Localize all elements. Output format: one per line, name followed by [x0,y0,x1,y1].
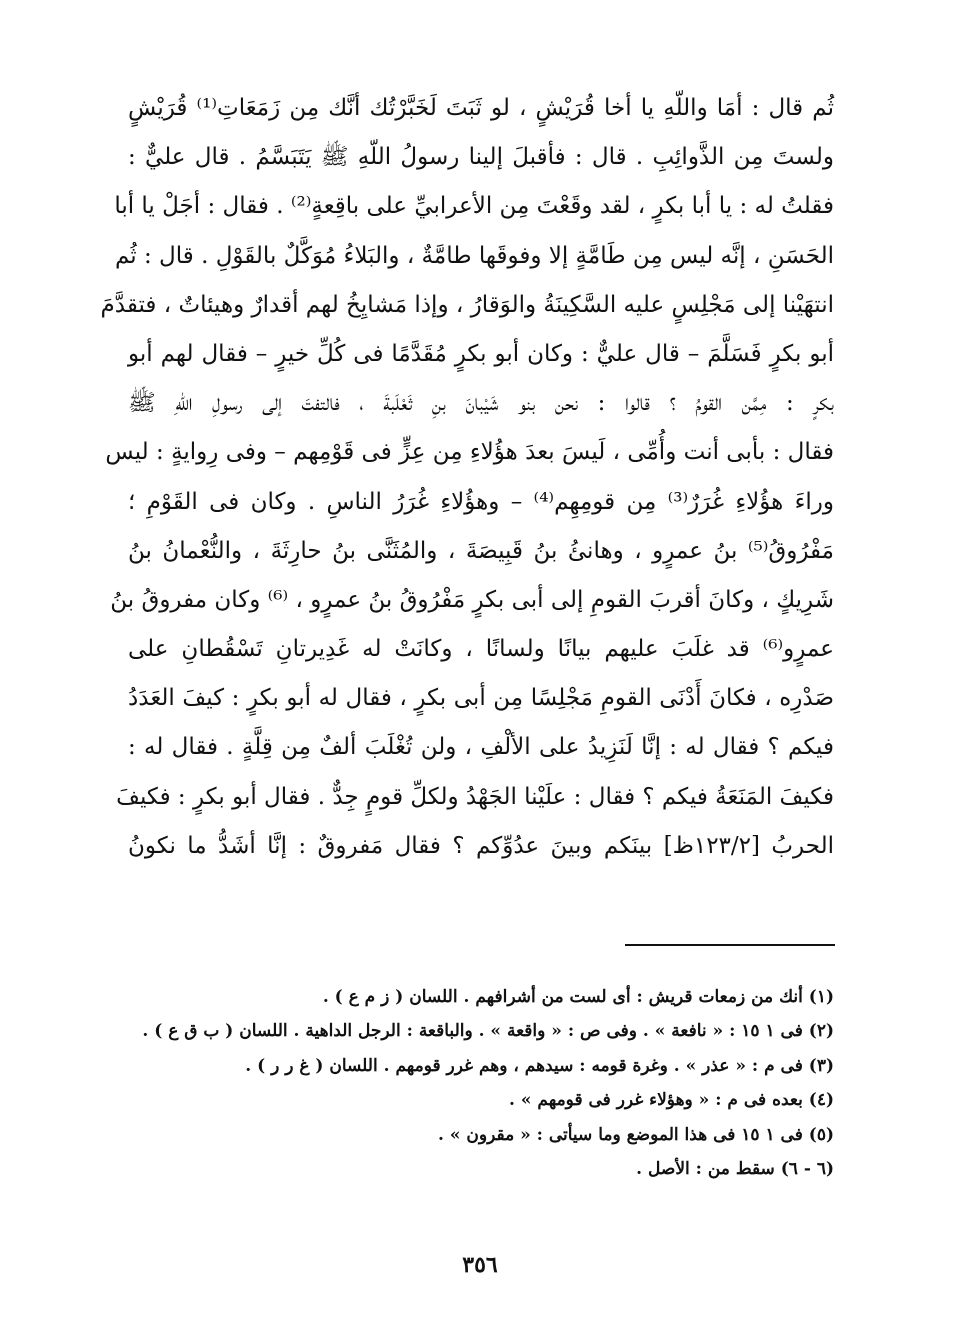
footnote-2: (٢) فى ١ ١٥ : « نافعة » . وفى ص : « واقعة » . والباقعة : الرجل الداهية . اللسان ( ب ق ع ) . [142,1021,834,1042]
footnote-divider [625,944,835,946]
text-line: عمرٍو⁽⁶⁾ قد غلَبَ عليهم بيانًا ولسانًا ، وكانَتْ له غَدِيرتانِ تَسْقُطانِ على [128,636,834,663]
text-line: بكرٍ : مِمَّن القومُ ؟ قالوا : نحن بنو شَيْبانَ بنِ ثَعْلَبةَ ، فالتفتَ إلى رسولِ اللّهِ ﷺ [128,390,834,417]
text-line: فكيفَ المَنَعَةُ فيكم ؟ فقال : علَيْنا الجَهْدُ ولكلِّ قومٍ جِدٌّ . فقال أبو بكرٍ : فكيفَ [116,783,834,810]
text-line: الحَسَنِ ، إنَّه ليس مِن طَامَّةٍ إلا وفوقَها طامَّةٌ ، والبَلاءُ مُوَكَّلٌ بالقَوْلِ . قال : ثُم [114,242,834,269]
footnote-6: (٦ - ٦) سقط من : الأصل . [636,1158,834,1179]
text-line: وراءَ هؤُلاءِ غُرَرٌ⁽³⁾ مِن قومِهِم⁽⁴⁾ – وهؤُلاءِ غُرَرُ الناسِ . وكان فى القَوْمِ ؛ [128,488,834,515]
text-line: انتهَيْنا إلى مَجْلِسٍ عليه السَّكِينَةُ والوَقارُ ، وإذا مَشايِخُ لهم أقدارٌ وهيئاتٌ ، فتقدَّمَ [100,291,834,318]
footnote-5: (٥) فى ١ ١٥ فى هذا الموضع وما سيأتى : « مقرون » . [438,1124,834,1145]
text-line: ولستَ مِن الذَّوائِبِ . قال : فأقبلَ إلينا رسولُ اللّهِ ﷺ يَتَبَسَّمُ . قال عليٌّ : [128,144,834,171]
footnote-1: (١) أنك من زمعات قريش : أى لست من أشرافهم . اللسان ( ز م ع ) . [322,987,834,1007]
text-line: فيكم ؟ فقال له : إنَّا لَنَزِيدُ على الألْفِ ، ولن تُغْلَبَ ألفٌ مِن قِلَّةٍ . فقال له : [128,734,834,761]
text-line: أبو بكرٍ فَسَلَّمَ – قال عليٌّ : وكان أبو بكرٍ مُقَدَّمًا فى كُلِّ خيرٍ – فقال لهم أبو [128,340,834,367]
text-line: فقال : بأبى أنت وأُمِّى ، لَيسَ بعدَ هؤُلاءِ مِن عِزٍّ فى قَوْمِهم – وفى رِوايةٍ : ليس [105,439,834,466]
text-line: مَفْرُوقُ⁽⁵⁾ بنُ عمرٍو ، وهانئُ بنُ قَبِيصَةَ ، والمُثَنَّى بنُ حارِثَةَ ، والنُّعْمانُ بنُ [128,537,834,564]
footnotes [140,980,834,1186]
text-line: شَرِيكٍ ، وكانَ أقربَ القومِ إلى أبى بكرٍ مَفْرُوقُ بنُ عمرٍو ، ⁽⁶⁾ وكان مفروقُ بنُ [110,586,834,613]
text-line: فقلتُ له : يا أبا بكرٍ ، لقد وقَعْتَ مِن الأعرابيِّ على باقِعةٍ⁽²⁾ . فقال : أجَلْ يا أبا [114,193,834,220]
footnote-4: (٤) بعده فى م : « وهؤلاء غرر فى قومهم » . [509,1090,834,1111]
text-line: صَدْرِه ، فكانَ أَدْنَى القومِ مَجْلِسًا مِن أبى بكرٍ ، فقال له أبو بكرٍ : كيفَ العَدَدُ [128,685,834,712]
page-number: ٣٥٦ [462,1252,498,1278]
text-line: ثُم قال : أمَا واللّهِ يا أخا قُرَيْشٍ ، لو ثَبَتَ لَخَبَّرْتُك أنَّك مِن زَمَعَاتِ⁽¹⁾ قُرَيْشٍ [128,95,834,121]
footnote-3: (٣) فى م : « عذر » . وغرة قومه : سيدهم ، وهم غرر قومهم . اللسان ( غ ر ر ) . [245,1055,834,1076]
text-line: الحربُ [١٢٣/٢ظ] بينَكم وبينَ عدُوِّكم ؟ فقال مَفروقٌ : إنَّا أشَدُّ ما نكونُ [128,832,834,859]
main-text [100,84,834,871]
